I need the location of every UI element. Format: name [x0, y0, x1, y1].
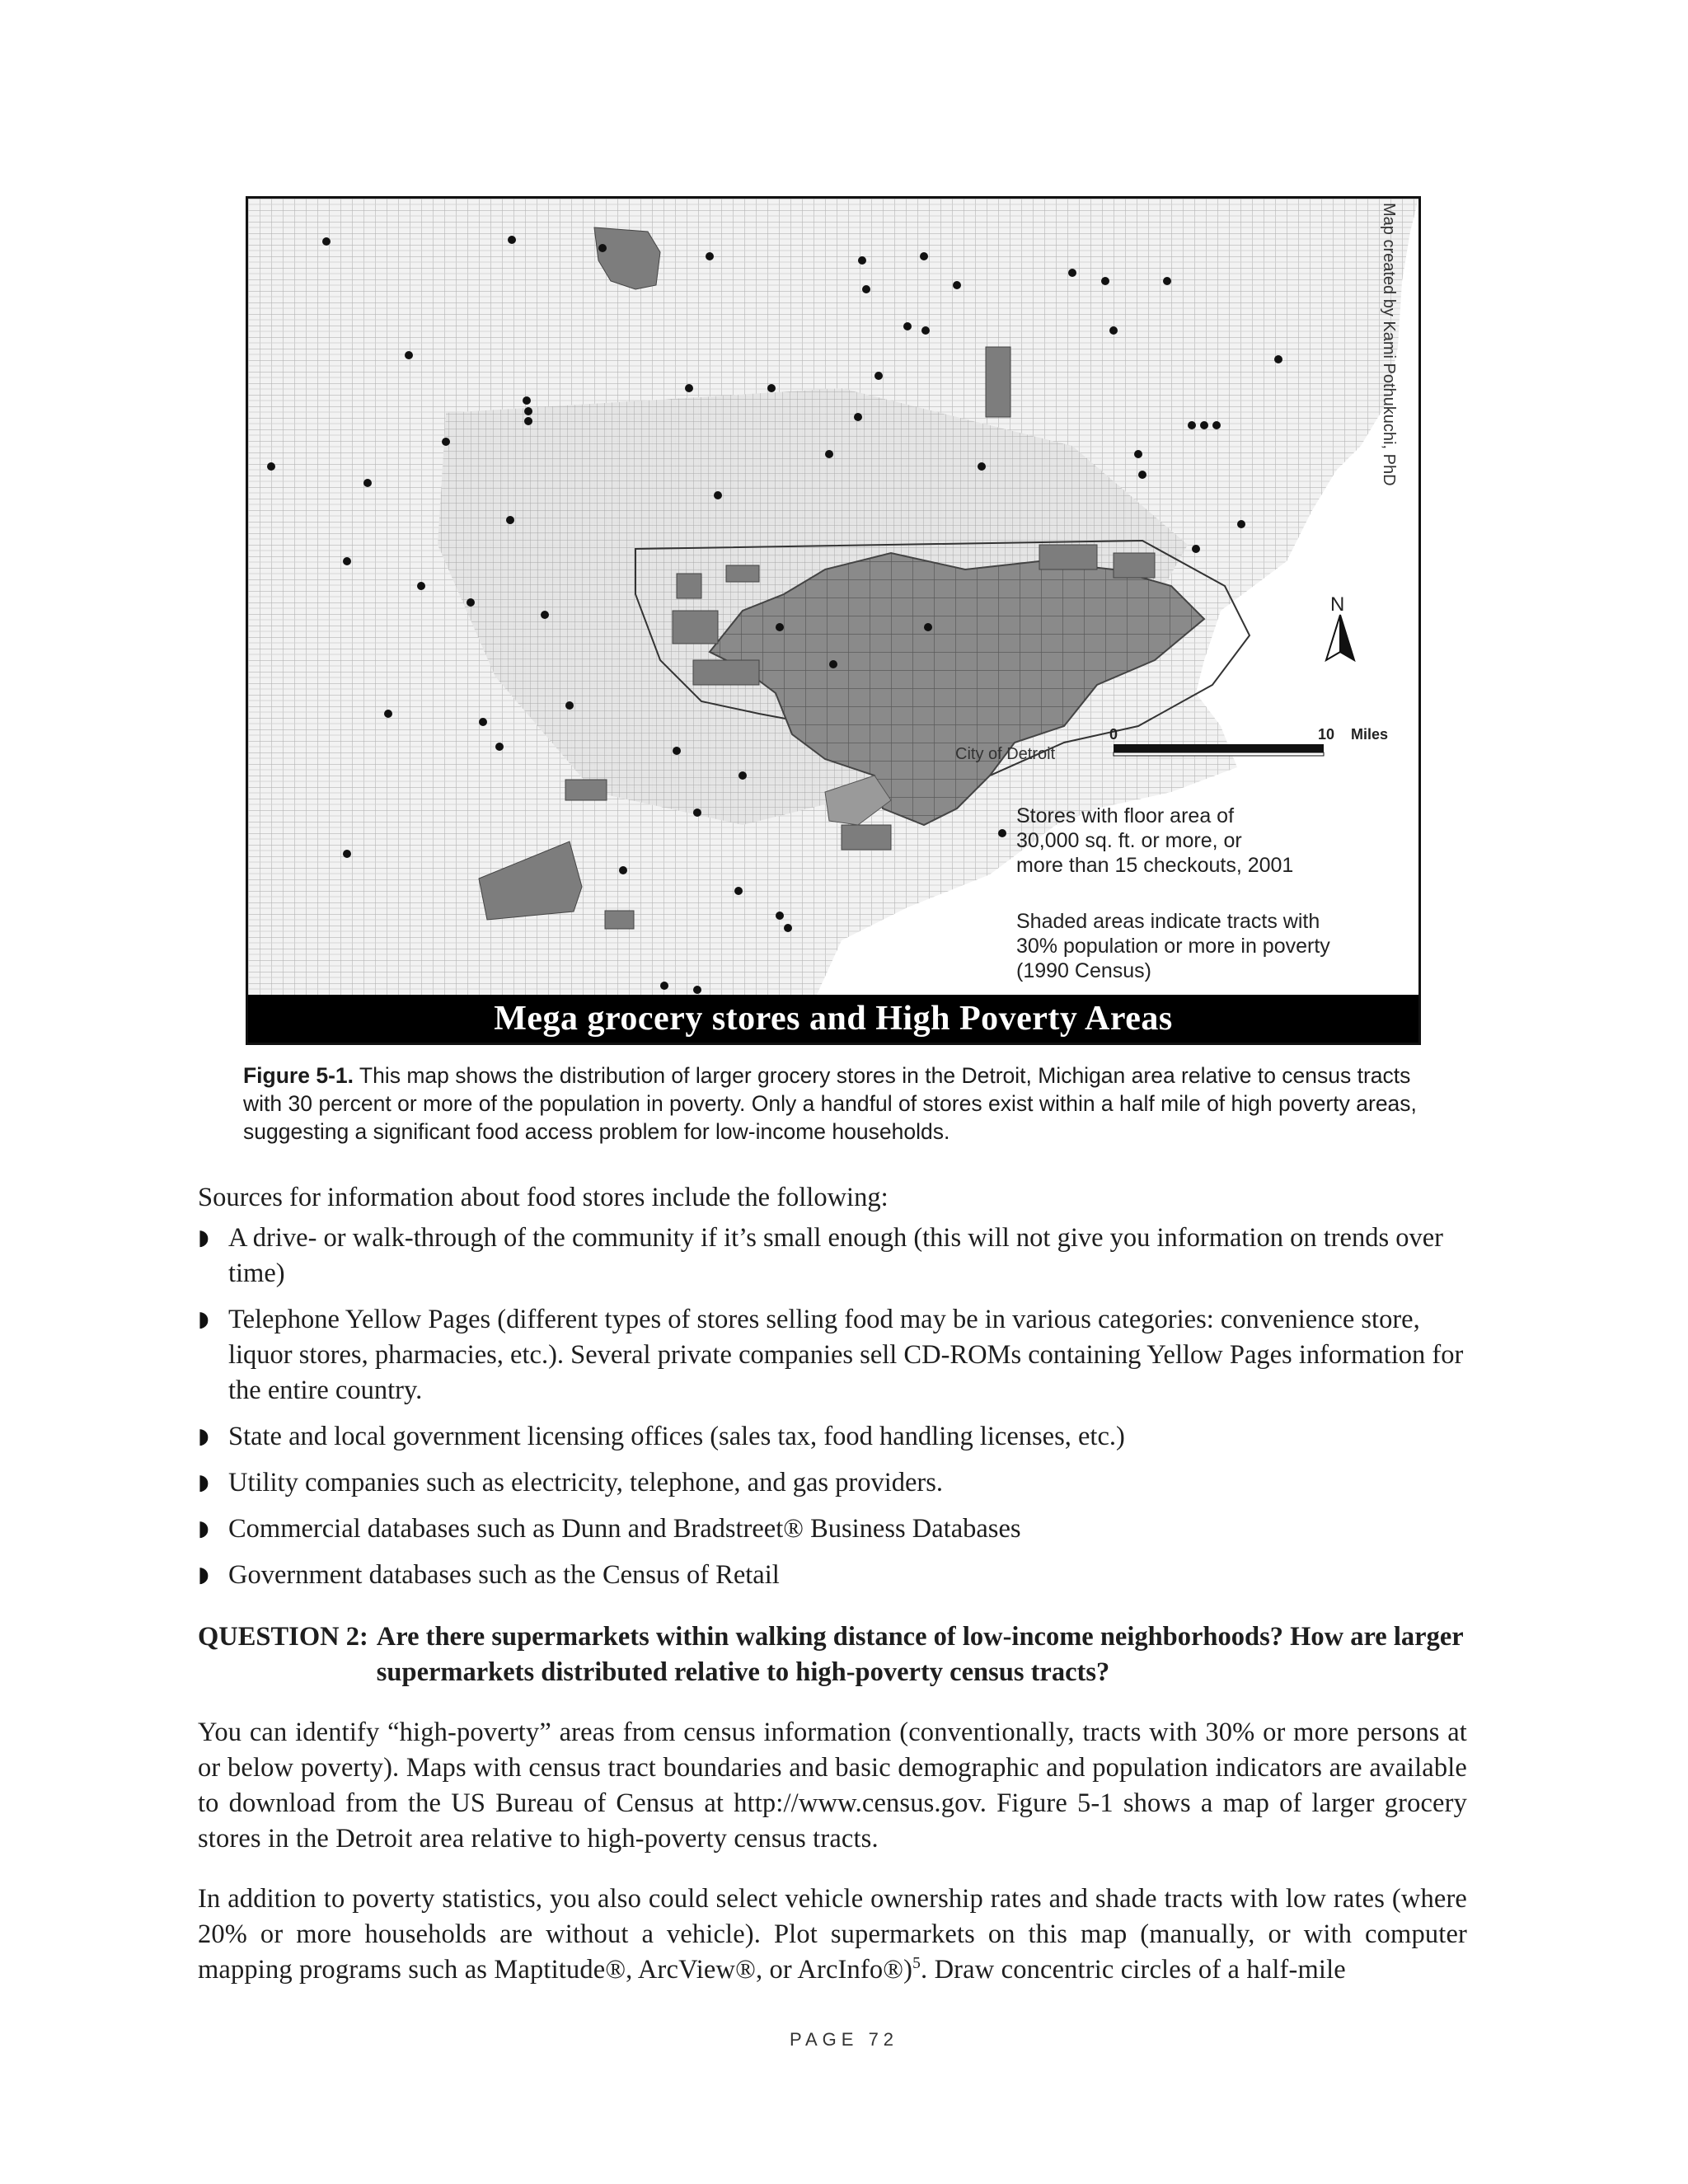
map-title: Mega grocery stores and High Poverty Areas [248, 995, 1418, 1043]
page-number: PAGE 72 [789, 2029, 899, 2050]
city-label: City of Detroit [955, 745, 1056, 763]
bullet-icon: ◗ [198, 1470, 209, 1495]
list-item [198, 1558, 1467, 1593]
map-credit: Map created by Kami Pothukuchi, PhD [1380, 203, 1398, 486]
sources-intro: Sources for information about food stores include the following: [198, 1183, 889, 1212]
list-item [198, 1302, 1467, 1408]
legend-stores-1: Stores with floor area of [1016, 804, 1235, 827]
figure-caption [243, 1062, 1426, 1146]
caption-label: Figure 5-1. [243, 1063, 354, 1088]
caption-text: This map shows the distribution of larger grocery stores in the Detroit, Michigan area relative to census tracts with 30 percent or more of the population in poverty. Only a handful of stores exist within a half mile of high poverty areas, suggesting a significant food access problem for low-income households. [243, 1063, 1417, 1144]
sources-list [198, 1221, 1467, 1593]
store-legend-icon [998, 829, 1006, 837]
paragraph-vehicle-ownership [198, 1882, 1467, 1988]
question-label: QUESTION 2: [198, 1622, 368, 1652]
poverty-tract [693, 660, 759, 685]
body-text [198, 1180, 1467, 1988]
legend-shaded-3: (1990 Census) [1016, 959, 1151, 982]
list-item-text: State and local government licensing offices (sales tax, food handling licenses, etc.) [228, 1422, 1125, 1451]
list-item-text: Government databases such as the Census of Retail [228, 1560, 780, 1590]
poverty-tract [1039, 545, 1097, 569]
bullet-icon: ◗ [198, 1424, 209, 1449]
poverty-tract [986, 347, 1010, 417]
paragraph-high-poverty: You can identify “high-poverty” areas from census information (conventionally, tracts with 30% or more persons at or below poverty). Maps with census tract boundaries and basic demographic and population indicators are available to download from the US Bureau of Census at http://www.census.gov. Figure 5-1 shows a map of larger grocery stores in the Detroit area relative to high-poverty census tracts. [198, 1718, 1467, 1854]
bullet-icon: ◗ [198, 1307, 209, 1332]
scale-end: 10 [1318, 726, 1335, 743]
poverty-tract [673, 611, 718, 644]
legend-stores-2: 30,000 sq. ft. or more, or [1016, 829, 1242, 852]
list-item [198, 1419, 1467, 1455]
list-item-text: Telephone Yellow Pages (different types of stores selling food may be in various categories: convenience store, liquor stores, pharmacies, etc.). Several private companies sell CD-ROMs containing Yellow Pages information for the entire country. [228, 1305, 1464, 1405]
bullet-icon: ◗ [198, 1516, 209, 1541]
bullet-icon: ◗ [198, 1226, 209, 1250]
poverty-tract [726, 565, 759, 582]
scale-bar [1114, 744, 1324, 756]
north-label: N [1330, 593, 1345, 616]
footnote-ref: 5 [912, 1955, 921, 1973]
legend-shaded-1: Shaded areas indicate tracts with [1016, 910, 1320, 933]
scale-unit: Miles [1351, 726, 1389, 743]
poverty-tract [677, 574, 701, 598]
legend-shaded-2: 30% population or more in poverty [1016, 935, 1330, 958]
map-figure [246, 196, 1421, 1045]
scale-start: 0 [1109, 726, 1118, 743]
list-item [198, 1465, 1467, 1501]
bullet-icon: ◗ [198, 1563, 209, 1587]
list-item [198, 1221, 1467, 1291]
poverty-tract [842, 825, 891, 850]
legend-stores-3: more than 15 checkouts, 2001 [1016, 854, 1294, 877]
list-item-text: A drive- or walk-through of the community if it’s small enough (this will not give you information on trends over time) [228, 1223, 1444, 1288]
detroit-map [248, 199, 1418, 995]
poverty-tract [565, 780, 607, 800]
poverty-tract [605, 911, 634, 929]
question-heading [198, 1619, 1467, 1690]
poverty-tract [1114, 553, 1155, 578]
paragraph-text-b: . Draw concentric circles of a half-mile [921, 1955, 1346, 1985]
list-item [198, 1511, 1467, 1547]
list-item-text: Utility companies such as electricity, telephone, and gas providers. [228, 1468, 944, 1497]
paragraph-text-a: In addition to poverty statistics, you also could select vehicle ownership rates and shade tracts with low rates (where 20% or more households are without a vehicle). Plot supermarkets on this map (manually, or with computer mapping programs such as Maptitude®, ArcView®, or ArcInfo®) [198, 1884, 1467, 1985]
question-text: Are there supermarkets within walking distance of low-income neighborhoods? How are larger supermarkets distributed relative to high-poverty census tracts? [376, 1622, 1464, 1687]
list-item-text: Commercial databases such as Dunn and Bradstreet® Business Databases [228, 1514, 1021, 1544]
